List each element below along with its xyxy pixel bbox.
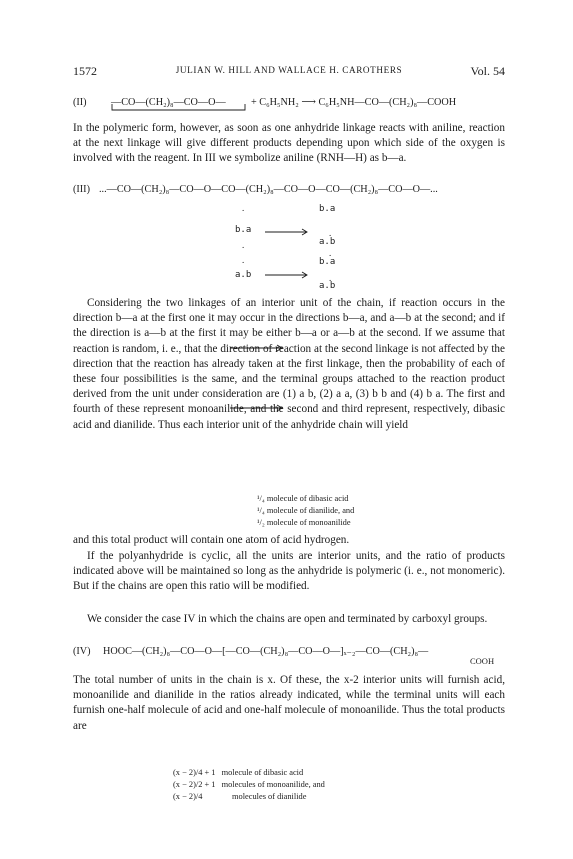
scheme-dot: . (329, 228, 332, 238)
equation-iii-formula: ...—CO—(CH₂)₈—CO—O—CO—(CH₂)₈—CO—O—CO—(CH₂)₈—CO—O—... (99, 184, 438, 195)
equation-iv-formula: HOOC—(CH₂)₈—CO—O—[—CO—(CH₂)₈—CO—O—]ₓ₋₂—CO—(CH₂)₈— (103, 646, 429, 657)
totals-expr: (x − 2)/4 + 1 (173, 768, 216, 777)
equation-iv-label: (IV) (73, 646, 91, 657)
page-number: 1572 (73, 64, 97, 78)
equation-iv-cooh: COOH (470, 656, 495, 666)
totals-desc: molecule of dibasic acid (221, 768, 304, 777)
scheme-dot: . (242, 240, 245, 250)
scheme-ab-2: a.b (235, 270, 252, 280)
equation-iv (73, 645, 505, 666)
paragraph-3: and this total product will contain one atom of acid hydrogen. (73, 534, 350, 546)
paragraph-4: If the polyanhydride is cyclic, all the units are interior units, and the ratio of products indicated above will be maintained so long as the anhydride is polymeric (i. e., not monomeric). But if the chains are open this ratio will be modified. (73, 550, 505, 593)
scheme-arrow-1 (265, 229, 307, 235)
equation-iii (73, 183, 505, 197)
scheme-dot: . (329, 248, 332, 258)
equation-ii-label: (II) (73, 97, 87, 108)
scheme-ba-3: b.a (319, 257, 336, 267)
equation-ii (73, 96, 505, 110)
yield-item: ¹/₂ molecule of monoanilide (257, 518, 351, 527)
totals-item (173, 792, 307, 802)
scheme-dot: . (242, 255, 245, 265)
page-header (73, 64, 505, 80)
scheme-ba-2: b.a (235, 225, 252, 235)
totals-expr: (x − 2)/4 (173, 792, 203, 801)
yield-item: ¹/₄ molecule of dianilide, and (257, 506, 355, 515)
scheme-ba-1: b.a (319, 204, 336, 214)
totals-item (173, 780, 325, 790)
volume-label: Vol. 54 (470, 64, 505, 78)
paragraph-6: The total number of units in the chain is x. Of these, the x-2 interior units will furnish acid, monoanilide and dianilide in the ratios already indicated, while the terminal units will each furnish one-half molecule of acid and one-half molecule of monoanilide. Thus the total products are (73, 674, 505, 732)
equation-iii-label: (III) (73, 184, 90, 195)
paragraph-1: In the polymeric form, however, as soon as one anhydride linkage reacts with aniline, reaction at the next linkage will give different products depending upon which side of the oxygen is involved with the reagent. In III we symbolize aniline (RNH—H) as b—a. (73, 122, 505, 165)
running-head: JULIAN W. HILL AND WALLACE H. CAROTHERS (175, 65, 403, 75)
totals-desc: molecules of monoanilide, and (221, 780, 325, 789)
scheme-arrow-2 (265, 272, 307, 278)
scheme-ab-3: a.b (319, 281, 336, 291)
paragraph-2: Considering the two linkages of an interior unit of the chain, if reaction occurs in the direction b—a at the first one it may occur in the directions b—a, and a—b at the second; and if the direction is a—b at the first it may be either b—a or a—b at the second. If we assume that reaction is random, i. e., that the direction of reaction at the second linkage is not affected by the direction that the reaction has already taken at the first linkage, then the probability of each of these four possibilities is the same, and the terminal groups attached to the reaction product derived from the unit under consideration are (1) a b, (2) a a, (3) b b and (4) b a. The first and fourth of these represent monoanilide, and the second and third represent, respectively, dibasic acid and dianilide. Thus each interior unit of the anhydride chain will yield (73, 297, 505, 431)
equation-ii-rest: + C₆H₅NH₂ ⟶ C₆H₅NH—CO—(CH₂)₈—COOH (251, 97, 457, 108)
totals-expr: (x − 2)/2 + 1 (173, 780, 216, 789)
totals-desc: molecules of dianilide (232, 792, 307, 801)
scheme-ab-1: a.b (319, 237, 336, 247)
equation-ii-ring: —CO—(CH₂)₈—CO—O— (111, 97, 226, 108)
scheme-dot: . (329, 273, 332, 283)
scheme-dot: . (242, 203, 245, 213)
yield-item: ¹/₄ molecule of dibasic acid (257, 494, 349, 503)
totals-item (173, 768, 303, 778)
paragraph-5: We consider the case IV in which the chains are open and terminated by carboxyl groups. (87, 613, 488, 625)
